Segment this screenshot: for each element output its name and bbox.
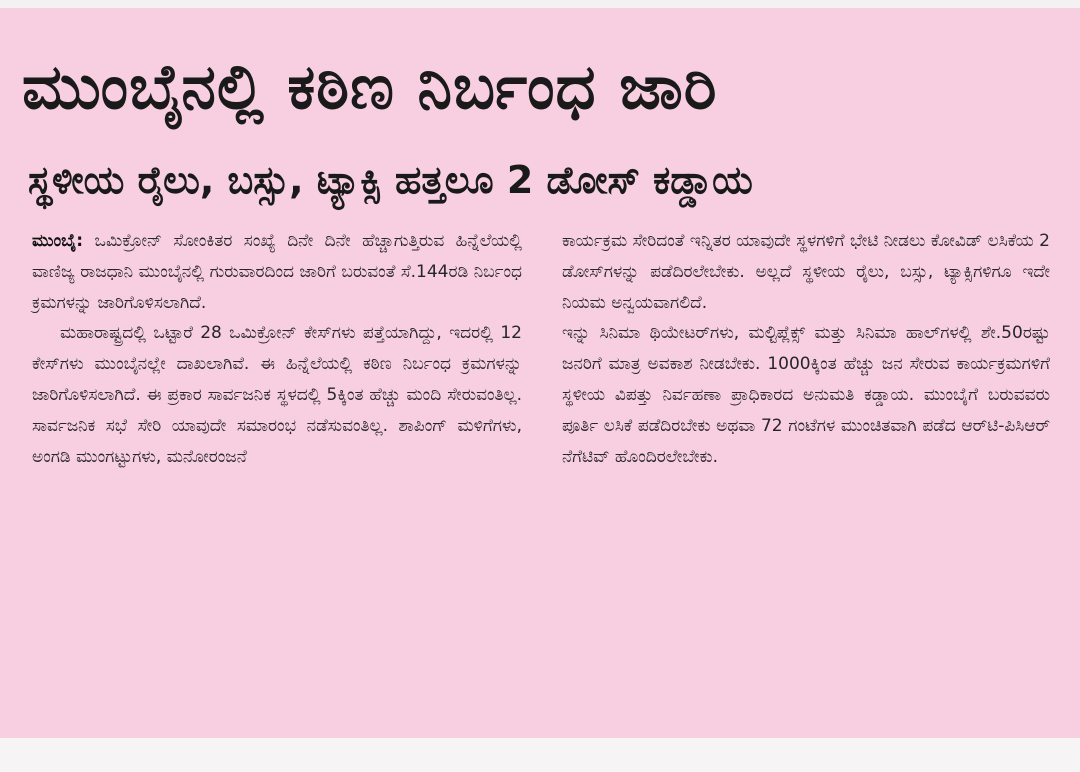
headline: ಮುಂಬೈನಲ್ಲಿ ಕಠಿಣ ನಿರ್ಬಂಧ ಜಾರಿ (22, 50, 718, 123)
article-paragraph: ಕಾರ್ಯಕ್ರಮ ಸೇರಿದಂತೆ ಇನ್ನಿತರ ಯಾವುದೇ ಸ್ಥಳಗಳಿಗೆ ಭೇಟಿ ನೀಡಲು ಕೋವಿಡ್ ಲಸಿಕೆಯ 2 ಡೋಸ್‌ಗಳನ್ನು ಪಡೆದಿರಲೇಬೇಕು. ಅಲ್ಲದೆ ಸ್ಥಳೀಯ ರೈಲು, ಬಸ್ಸು, ಟ್ಯಾಕ್ಸಿಗಳಿಗೂ ಇದೇ ನಿಯಮ ಅನ್ವಯವಾಗಲಿದೆ. (562, 231, 1050, 313)
dateline: ಮುಂಬೈ: (32, 231, 84, 251)
newspaper-clipping (0, 8, 1080, 738)
article-column-left (32, 226, 522, 472)
article-paragraph: ಮಹಾರಾಷ್ಟ್ರದಲ್ಲಿ ಒಟ್ಟಾರೆ 28 ಒಮಿಕ್ರೋನ್ ಕೇಸ್‌ಗಳು ಪತ್ತೆಯಾಗಿದ್ದು, ಇದರಲ್ಲಿ 12 ಕೇಸ್‌ಗಳು ಮುಂಬೈನಲ್ಲೇ ದಾಖಲಾಗಿವೆ. ಈ ಹಿನ್ನೆಲೆಯಲ್ಲಿ ಕಠಿಣ ನಿರ್ಬಂಧ ಕ್ರಮಗಳನ್ನು ಜಾರಿಗೊಳಿಸಲಾಗಿದೆ. ಈ ಪ್ರಕಾರ ಸಾರ್ವಜನಿಕ ಸ್ಥಳದಲ್ಲಿ 5ಕ್ಕಿಂತ ಹೆಚ್ಚು ಮಂದಿ ಸೇರುವಂತಿಲ್ಲ. ಸಾರ್ವಜನಿಕ ಸಭೆ ಸೇರಿ ಯಾವುದೇ ಸಮಾರಂಭ ನಡೆಸುವಂತಿಲ್ಲ. ಶಾಪಿಂಗ್ ಮಳಿಗೆಗಳು, ಅಂಗಡಿ ಮುಂಗಟ್ಟುಗಳು, ಮನೋರಂಜನೆ (32, 323, 522, 467)
page-background-strip (0, 738, 1080, 772)
article-paragraph: ಇನ್ನು ಸಿನಿಮಾ ಥಿಯೇಟರ್‌ಗಳು, ಮಲ್ಟಿಪ್ಲೆಕ್ಸ್ ಮತ್ತು ಸಿನಿಮಾ ಹಾಲ್‌ಗಳಲ್ಲಿ ಶೇ.50ರಷ್ಟು ಜನರಿಗೆ ಮಾತ್ರ ಅವಕಾಶ ನೀಡಬೇಕು. 1000ಕ್ಕಿಂತ ಹೆಚ್ಚು ಜನ ಸೇರುವ ಕಾರ್ಯಕ್ರಮಗಳಿಗೆ ಸ್ಥಳೀಯ ವಿಪತ್ತು ನಿರ್ವಹಣಾ ಪ್ರಾಧಿಕಾರದ ಅನುಮತಿ ಕಡ್ಡಾಯ. ಮುಂಬೈಗೆ ಬರುವವರು ಪೂರ್ತಿ ಲಸಿಕೆ ಪಡೆದಿರಬೇಕು ಅಥವಾ 72 ಗಂಟೆಗಳ ಮುಂಚಿತವಾಗಿ ಪಡೆದ ಆರ್‌ಟಿ-ಪಿಸಿಆರ್ ನೆಗೆಟಿವ್ ಹೊಂದಿರಲೇಬೇಕು. (562, 323, 1050, 467)
article-column-right (562, 226, 1050, 472)
paragraph-text: ಒಮಿಕ್ರೋನ್ ಸೋಂಕಿತರ ಸಂಖ್ಯೆ ದಿನೇ ದಿನೇ ಹೆಚ್ಚಾಗುತ್ತಿರುವ ಹಿನ್ನೆಲೆಯಲ್ಲಿ ವಾಣಿಜ್ಯ ರಾಜಧಾನಿ ಮುಂಬೈನಲ್ಲಿ ಗುರುವಾರದಿಂದ ಜಾರಿಗೆ ಬರುವಂತೆ ಸೆ.144ರಡಿ ನಿರ್ಬಂಧ ಕ್ರಮಗಳನ್ನು ಜಾರಿಗೊಳಿಸಲಾಗಿದೆ. (32, 231, 522, 313)
subheadline: ಸ್ಥಳೀಯ ರೈಲು, ಬಸ್ಸು, ಟ್ಯಾಕ್ಸಿ ಹತ್ತಲೂ 2 ಡೋಸ್ ಕಡ್ಡಾಯ (28, 158, 753, 202)
article-paragraph (32, 226, 522, 318)
